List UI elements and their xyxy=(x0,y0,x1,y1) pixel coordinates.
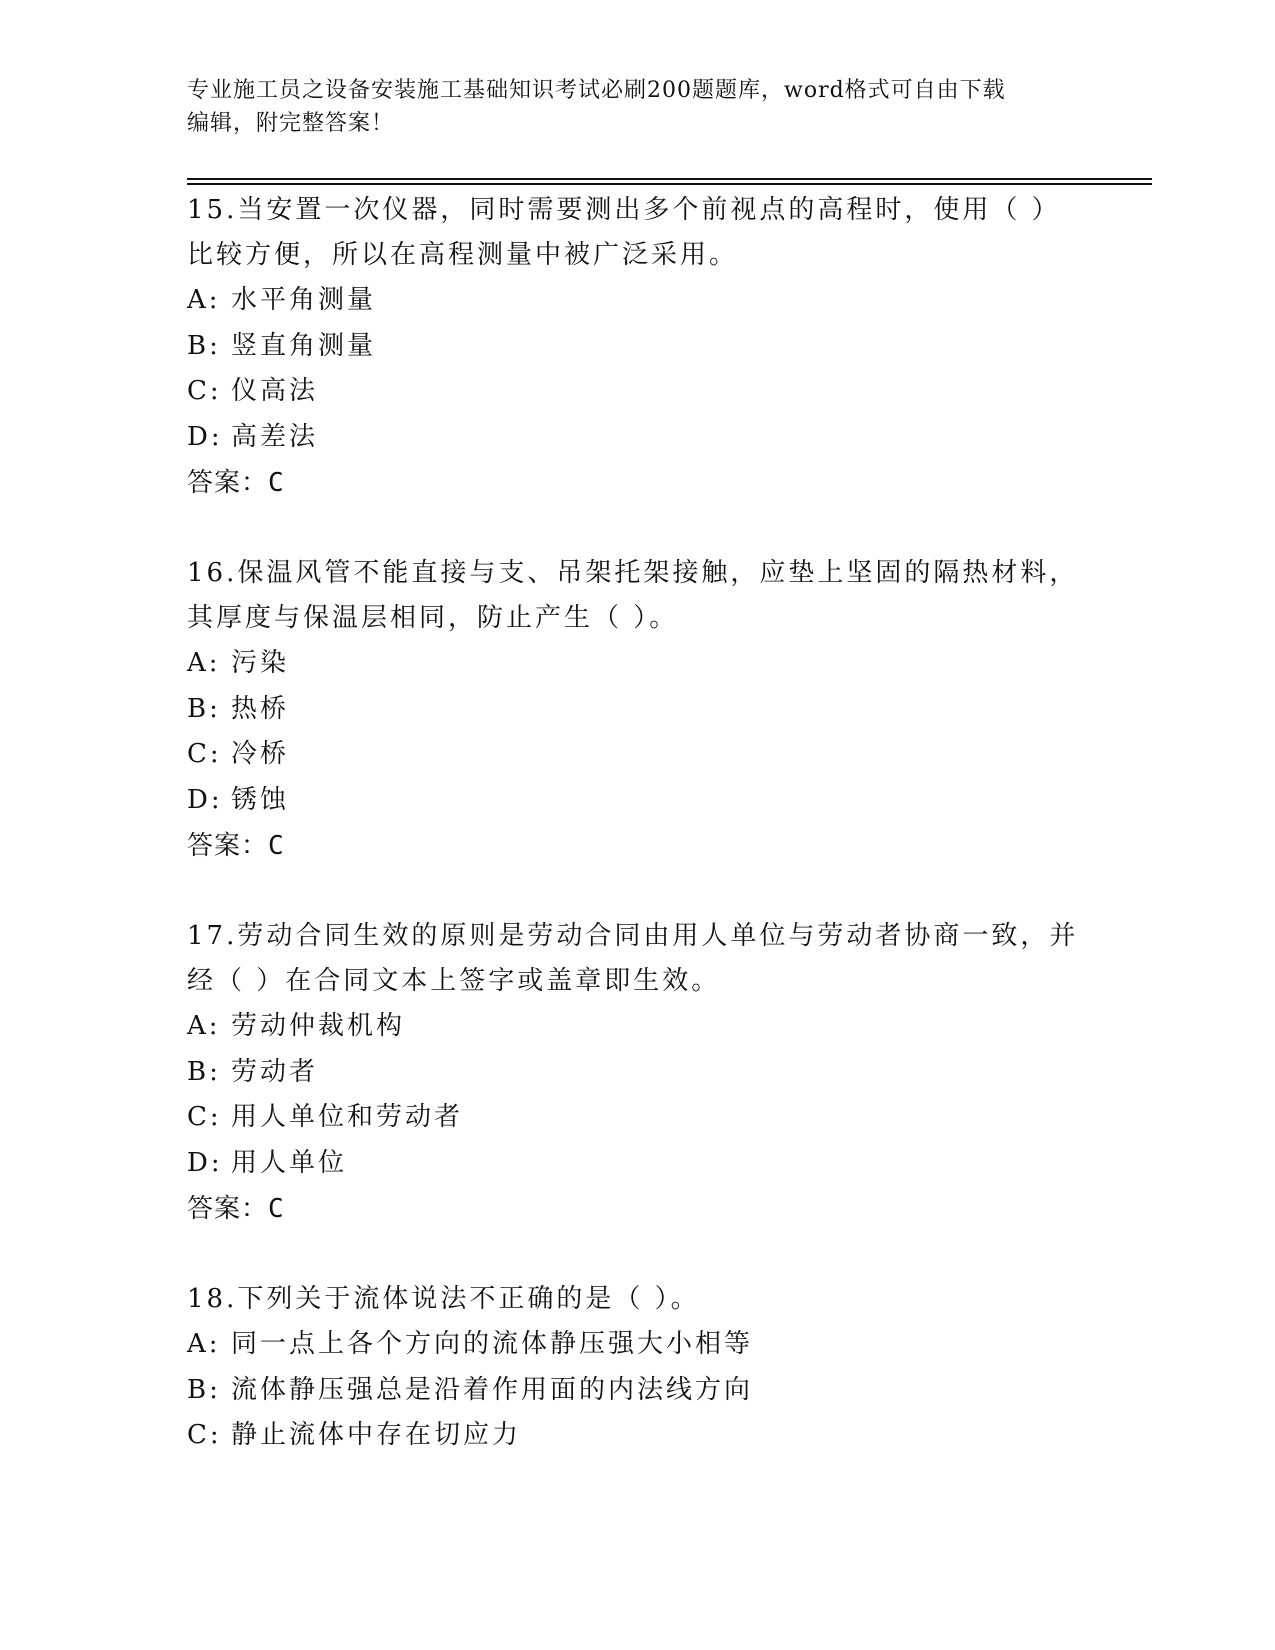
option-text: 冷桥 xyxy=(231,739,290,769)
option-text: 流体静压强总是沿着作用面的内法线方向 xyxy=(231,1374,754,1405)
option-c xyxy=(187,732,1087,778)
option-key: A: xyxy=(187,285,221,315)
option-b xyxy=(187,1368,1087,1414)
option-key: C: xyxy=(187,739,222,769)
option-text: 水平角测量 xyxy=(231,285,377,315)
option-key: D: xyxy=(187,784,223,815)
option-key: D: xyxy=(187,1147,223,1178)
question-stem-line-2: 比较方便，所以在高程测量中被广泛采用。 xyxy=(187,240,739,270)
option-key: D: xyxy=(187,421,223,452)
question-list xyxy=(187,188,1087,1459)
question-spacer xyxy=(187,1232,1087,1277)
question-stem-line-1: 17.劳动合同生效的原则是劳动合同由用人单位与劳动者协商一致，并 xyxy=(187,921,1079,951)
document-header xyxy=(187,74,1067,140)
answer-value: C xyxy=(268,468,285,498)
question-stem-line-1: 16.保温风管不能直接与支、吊架托架接触，应垫上坚固的隔热材料， xyxy=(187,558,1079,588)
option-d xyxy=(187,1141,1087,1187)
answer-label: 答案： xyxy=(187,1194,269,1224)
option-key: C: xyxy=(187,1420,222,1450)
option-key: C: xyxy=(187,1102,222,1132)
header-title-line-1: 专业施工员之设备安装施工基础知识考试必刷200题题库，word格式可自由下载 xyxy=(187,78,1006,103)
answer-line xyxy=(187,460,1087,506)
option-b xyxy=(187,1050,1087,1096)
option-key: B: xyxy=(187,1374,221,1405)
option-key: B: xyxy=(187,693,221,724)
option-text: 热桥 xyxy=(231,693,290,724)
question-spacer xyxy=(187,506,1087,551)
option-c xyxy=(187,1413,1087,1459)
option-text: 污染 xyxy=(231,648,290,678)
option-b xyxy=(187,687,1087,733)
question-18 xyxy=(187,1277,1087,1459)
option-text: 锈蚀 xyxy=(231,784,290,815)
question-15 xyxy=(187,188,1087,506)
option-text: 用人单位 xyxy=(231,1147,348,1178)
option-key: A: xyxy=(187,648,221,678)
option-text: 仪高法 xyxy=(231,376,319,406)
option-key: B: xyxy=(187,1056,221,1087)
option-text: 劳动仲裁机构 xyxy=(231,1011,406,1041)
option-text: 劳动者 xyxy=(231,1056,319,1087)
option-c xyxy=(187,369,1087,415)
option-key: A: xyxy=(187,1329,221,1359)
option-b xyxy=(187,324,1087,370)
answer-value: C xyxy=(268,1194,285,1224)
option-text: 竖直角测量 xyxy=(231,330,377,361)
question-spacer xyxy=(187,869,1087,914)
answer-label: 答案： xyxy=(187,831,269,861)
option-key: C: xyxy=(187,376,222,406)
option-key: B: xyxy=(187,330,221,361)
answer-line xyxy=(187,1186,1087,1232)
question-16 xyxy=(187,551,1087,869)
header-divider-thin xyxy=(187,178,1152,180)
question-stem-line-1: 18.下列关于流体说法不正确的是（ ）。 xyxy=(187,1284,700,1314)
option-text: 静止流体中存在切应力 xyxy=(231,1420,522,1450)
option-text: 同一点上各个方向的流体静压强大小相等 xyxy=(231,1329,754,1359)
answer-line xyxy=(187,823,1087,869)
question-17 xyxy=(187,914,1087,1232)
question-stem-line-1: 15.当安置一次仪器，同时需要测出多个前视点的高程时，使用（ ） xyxy=(187,195,1061,225)
header-divider-thick xyxy=(187,183,1152,185)
answer-value: C xyxy=(268,831,285,861)
option-d xyxy=(187,415,1087,461)
question-stem-line-2: 经（ ）在合同文本上签字或盖章即生效。 xyxy=(187,966,721,996)
question-stem-line-2: 其厚度与保温层相同，防止产生（ ）。 xyxy=(187,603,679,633)
option-a xyxy=(187,278,1087,324)
option-text: 高差法 xyxy=(231,421,319,452)
option-c xyxy=(187,1095,1087,1141)
option-a xyxy=(187,1004,1087,1050)
option-text: 用人单位和劳动者 xyxy=(231,1102,464,1132)
header-title-line-2: 编辑，附完整答案！ xyxy=(187,111,395,136)
option-key: A: xyxy=(187,1011,221,1041)
option-a xyxy=(187,1322,1087,1368)
option-d xyxy=(187,778,1087,824)
answer-label: 答案： xyxy=(187,468,269,498)
option-a xyxy=(187,641,1087,687)
